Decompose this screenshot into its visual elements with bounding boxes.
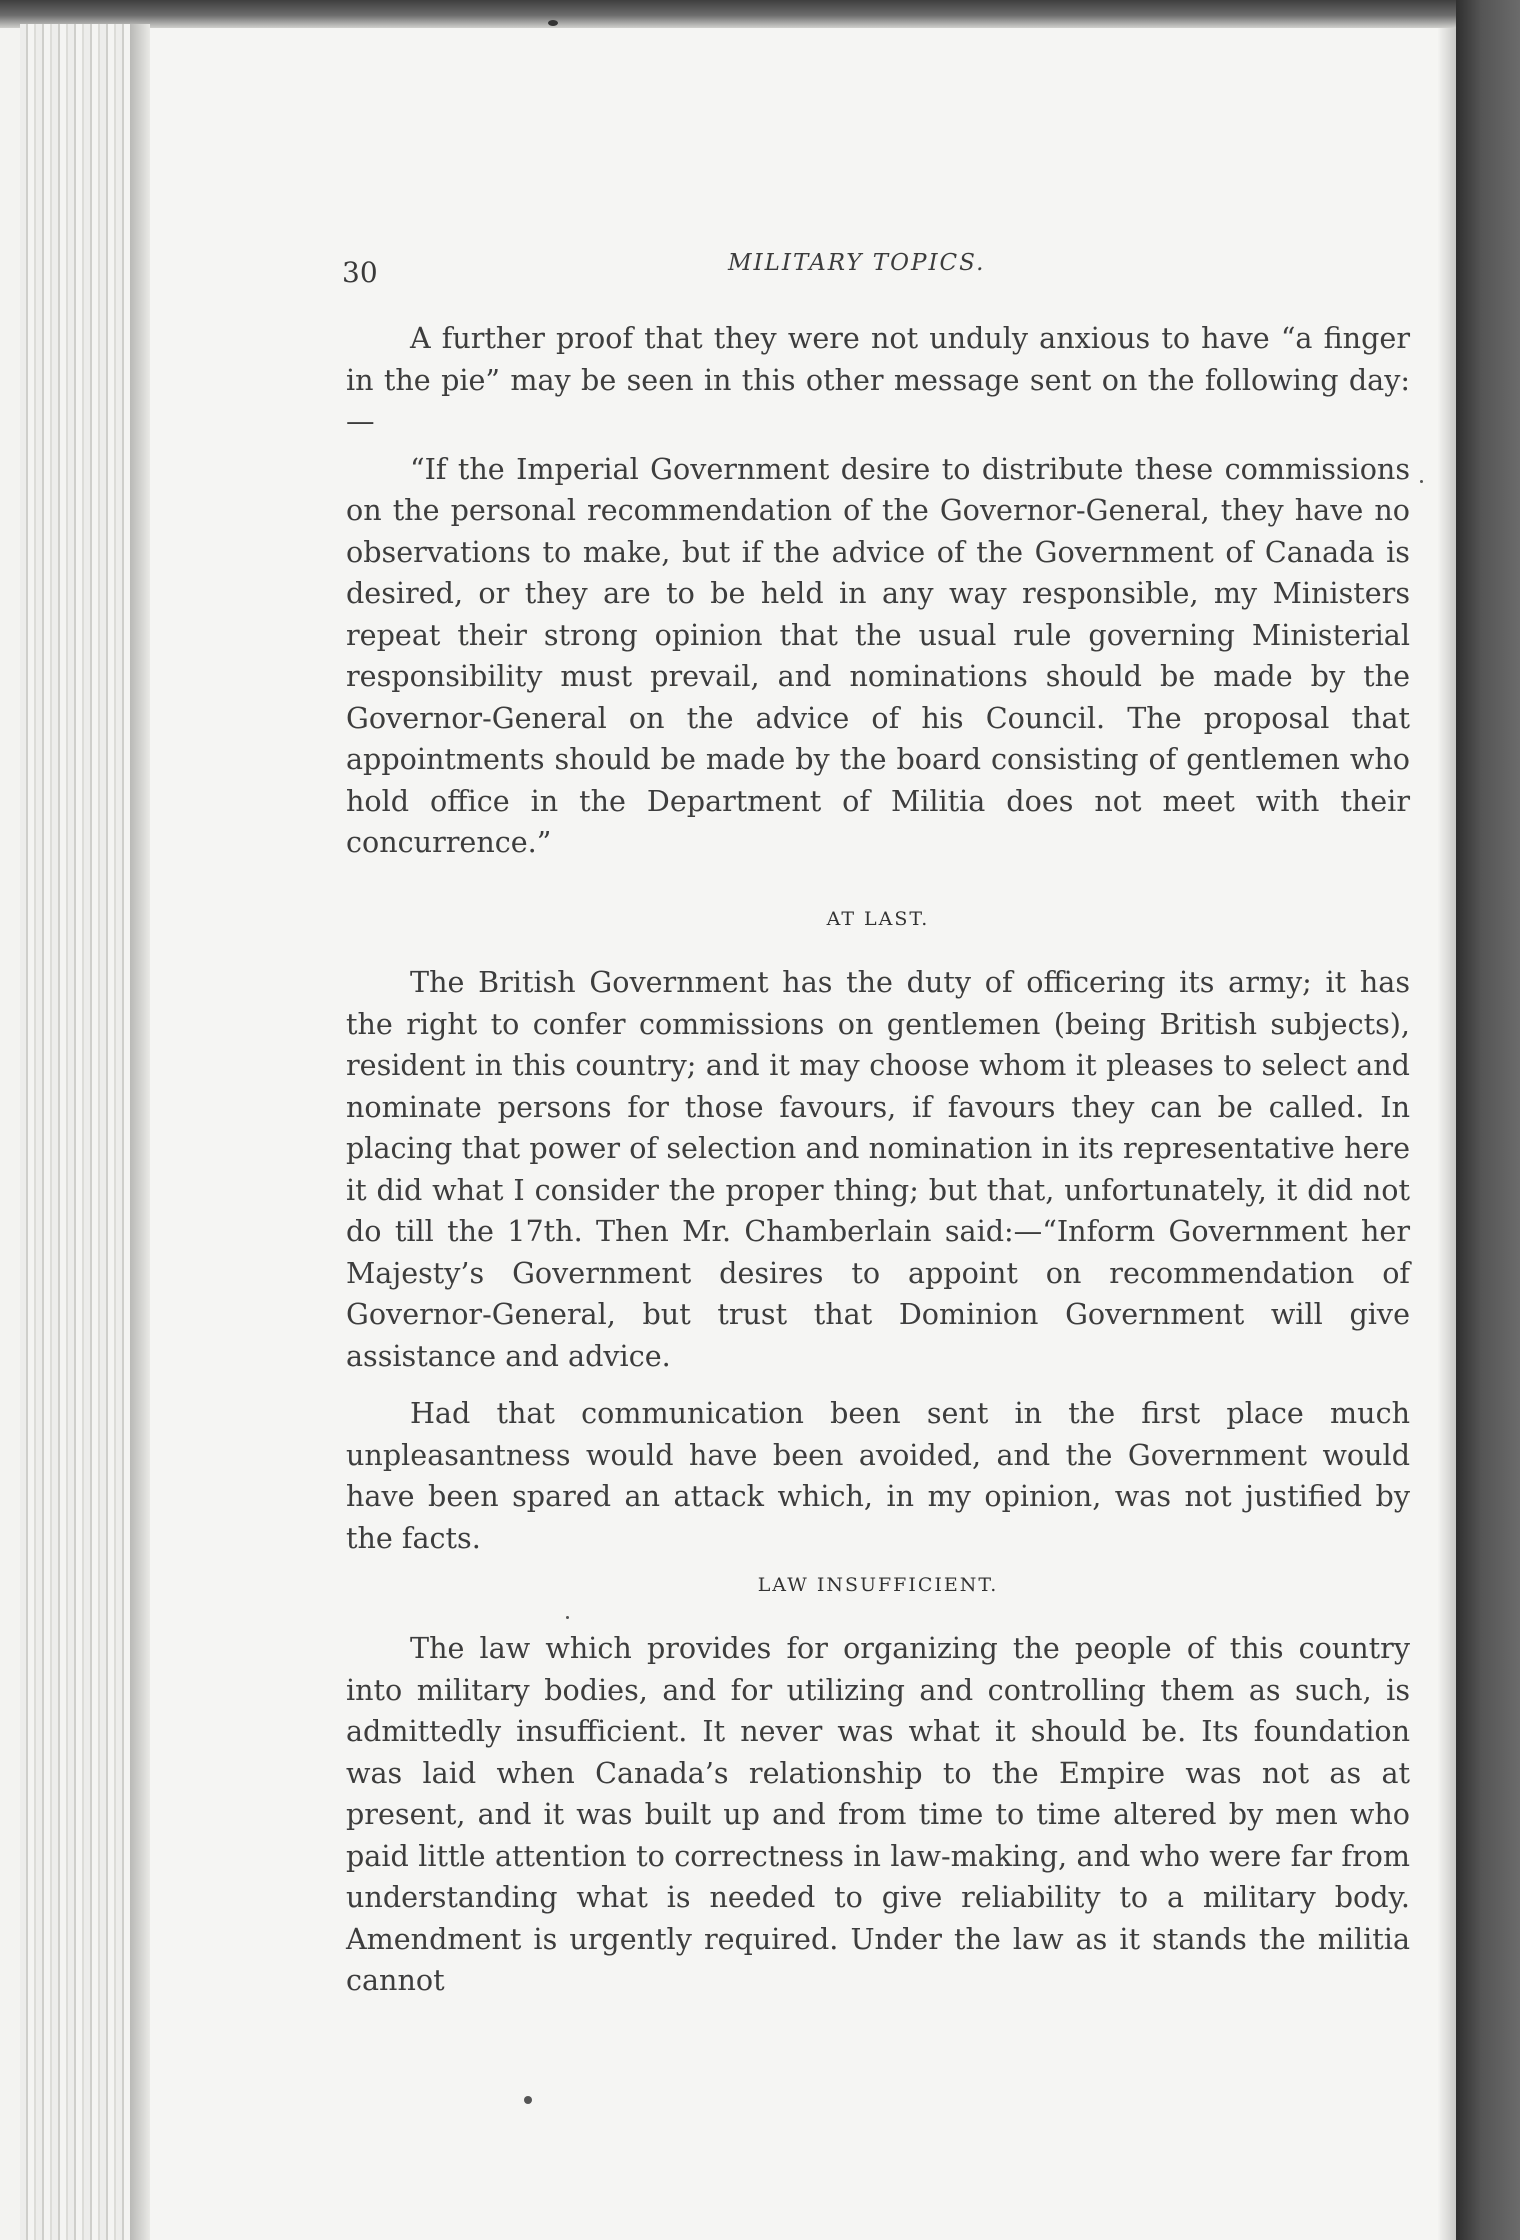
law-section [346, 1628, 1410, 2002]
book-spine [1456, 0, 1520, 2240]
page-number: 30 [342, 256, 378, 289]
running-title: MILITARY TOPICS. [728, 250, 986, 276]
speck [524, 2096, 532, 2104]
speck [548, 20, 558, 26]
intro-section [346, 318, 1410, 864]
page-edge-right [1438, 28, 1456, 2240]
gutter-shadow [130, 24, 150, 2240]
block-quote: “If the Imperial Government desire to distribute these commissions on the personal recommendation of the Governor-General, they have no observations to make, but if the advice of the Government of Canada is desired, or they are to be held in any way responsible, my Ministers repeat their strong opinion that the usual rule governing Ministerial responsibility must prevail, and nominations should be made by the Governor-General on the advice of his Council. The proposal that appointments should be made by the board consisting of gentlemen who hold office in the Department of Militia does not meet with their concurrence.” [346, 451, 1410, 859]
paragraph: The British Government has the duty of officering its army; it has the right to confer commissions on gentlemen (being British subjects), resident in this country; and it may choose whom it pleases to select and nominate persons for those favours, if favours they can be called. In placing that power of selection and nomination in its representative here it did what I consider the proper thing; but that, unfortunately, it did not do till the 17th. Then Mr. Chamberlain said:—“Inform Government her Majesty’s Government desires to appoint on recommendation of Governor-General, but trust that Dominion Government will give assistance and advice. [346, 965, 1410, 1373]
speck [566, 1616, 569, 1619]
scan-top-edge [0, 0, 1520, 28]
section-heading-law-insufficient: LAW INSUFFICIENT. [757, 1574, 999, 1596]
paragraph: A further proof that they were not unduly anxious to have “a finger in the pie” may be seen in this other message sent on the following day:— [346, 321, 1410, 438]
paragraph: Had that communication been sent in the first place much unpleasantness would have been avoided, and the Government would have been spared an attack which, in my opinion, was not justified by the facts. [346, 1396, 1410, 1555]
speck [1420, 480, 1423, 483]
section-heading-at-last: AT LAST. [826, 908, 930, 930]
paragraph: The law which provides for organizing the people of this country into military bodies, and for utilizing and controlling them as such, is admittedly insufficient. It never was what it should be. Its foundation was laid when Canada’s relationship to the Empire was not as at present, and it was built up and from time to time altered by men who paid little attention to correctness in law-making, and who were far from understanding what is needed to give reliability to a military body. Amendment is urgently required. Under the law as it stands the militia cannot [346, 1631, 1410, 1997]
at-last-section [346, 962, 1410, 1559]
